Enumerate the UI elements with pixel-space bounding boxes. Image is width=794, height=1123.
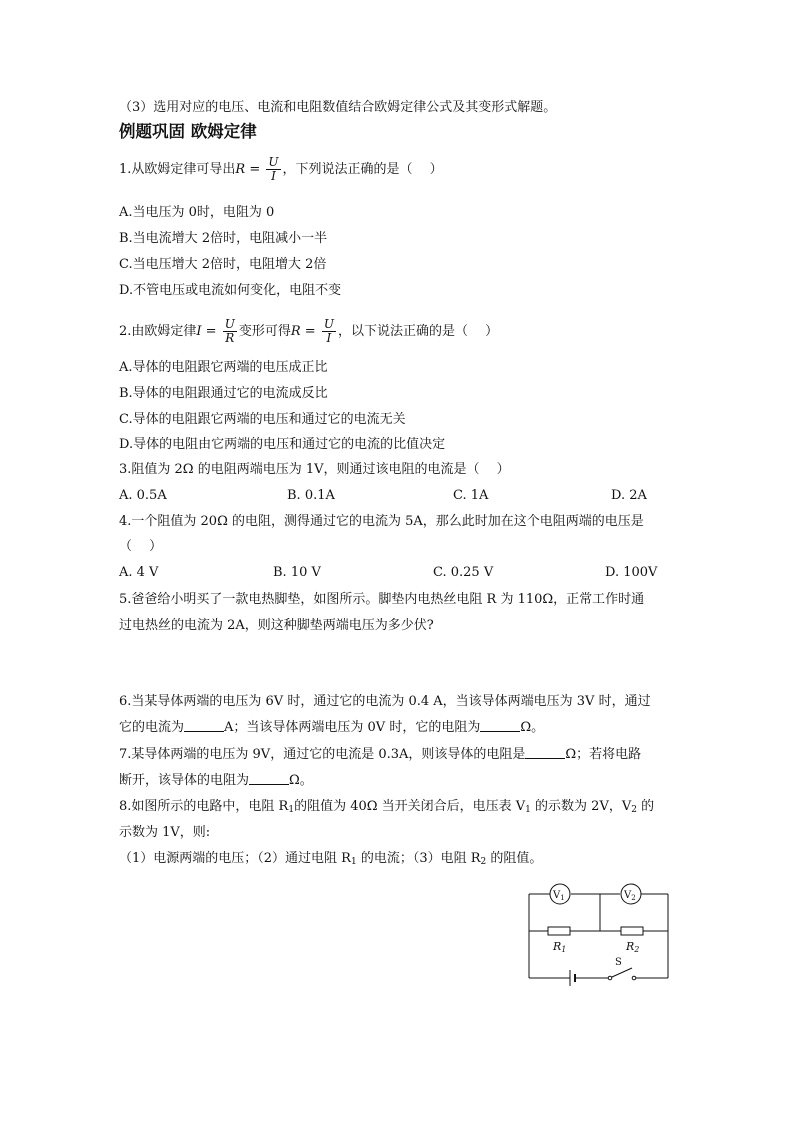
q3-option-c: C. 1A bbox=[453, 488, 489, 503]
q8-r1-subscript: 1 bbox=[288, 805, 295, 815]
q2-formula1-denominator: R bbox=[225, 331, 235, 345]
q8-line3-r2-subscript: 2 bbox=[480, 857, 487, 867]
q8-line3-r1-subscript: 1 bbox=[350, 857, 357, 867]
q2-formula2-lhs: R bbox=[290, 324, 301, 339]
q2-option-d: D.导体的电阻由它两端的电压和通过它的电流的比值决定 bbox=[119, 437, 446, 452]
q7-answer-blank-2[interactable] bbox=[249, 772, 289, 785]
switch-blade bbox=[612, 968, 632, 977]
resistor-r1 bbox=[548, 927, 570, 935]
switch-label: S bbox=[615, 957, 622, 968]
q8-line1-part-c: 的示数为 2V，V bbox=[530, 799, 632, 814]
q1-formula-eq: = bbox=[245, 162, 265, 177]
q1-formula-fraction bbox=[266, 156, 280, 183]
question-5-line-2: 过电热丝的电流为 2A，则这种脚垫两端电压为多少伏? bbox=[119, 618, 434, 633]
r2-label: R2 bbox=[626, 940, 640, 954]
q4-option-c: C. 0.25 V bbox=[433, 565, 494, 580]
q3-option-d: D. 2A bbox=[611, 488, 647, 503]
question-7-line-1 bbox=[119, 746, 641, 764]
q1-option-c: C.当电压增大 2倍时，电阻增大 2倍 bbox=[119, 257, 327, 272]
q8-line1-part-d: 的 bbox=[636, 799, 655, 814]
switch-contact bbox=[632, 976, 636, 980]
question-1 bbox=[119, 156, 443, 183]
q8-line1-part-b: 的阻值为 40Ω 当开关闭合后，电压表 V bbox=[294, 799, 526, 814]
q2-option-c: C.导体的电阻跟它两端的电压和通过它的电流无关 bbox=[119, 412, 406, 427]
circuit-diagram bbox=[520, 878, 680, 986]
q7-line2-part-b: Ω。 bbox=[289, 773, 313, 788]
section-title: 例题巩固 欧姆定律 bbox=[119, 122, 257, 141]
q2-formula2-eq: = bbox=[300, 324, 320, 339]
q6-line2-part-c: Ω。 bbox=[520, 720, 545, 735]
question-2 bbox=[119, 318, 498, 345]
q8-line3-part-c: 的阻值。 bbox=[486, 851, 543, 866]
q2-formula1-numerator: U bbox=[224, 317, 235, 331]
question-1-prefix: 1.从欧姆定律可导出 bbox=[119, 162, 236, 177]
question-4-line-2: （ ） bbox=[119, 539, 163, 554]
q2-formula2-fraction bbox=[322, 318, 336, 345]
question-8-line-1 bbox=[119, 798, 654, 816]
v1-label: $V_1$ bbox=[553, 890, 565, 902]
q1-formula-numerator: U bbox=[268, 155, 279, 169]
q2-formula2-denominator: I bbox=[326, 331, 332, 345]
q6-answer-blank-2[interactable] bbox=[480, 719, 520, 732]
q7-line1-part-b: Ω；若将电路 bbox=[565, 747, 642, 762]
q1-option-d: D.不管电压或电流如何变化，电阻不变 bbox=[119, 283, 342, 298]
question-4-line-1: 4.一个阻值为 20Ω 的电阻，测得通过它的电流为 5A，那么此时加在这个电阻两端的电压是 bbox=[119, 514, 644, 529]
question-2-prefix: 2.由欧姆定律 bbox=[119, 324, 197, 339]
q3-option-a: A. 0.5A bbox=[119, 488, 167, 503]
question-5-line-1: 5.爸爸给小明买了一款电热脚垫，如图所示。脚垫内电热丝电阻 R 为 110Ω，正常工作时通 bbox=[119, 592, 645, 607]
q7-line1-part-a: 7.某导体两端的电压为 9V，通过它的电流是 0.3A，则该导体的电阻是 bbox=[119, 747, 526, 762]
question-1-suffix: ，下列说法正确的是（ ） bbox=[282, 162, 443, 177]
question-6-line-1: 6.当某导体两端的电压为 6V 时，通过它的电流为 0.4 A，当该导体两端电压为 3V 时，通过 bbox=[119, 694, 651, 709]
q3-option-b: B. 0.1A bbox=[287, 488, 335, 503]
question-8-line-3 bbox=[119, 850, 542, 868]
q1-formula-denominator: I bbox=[271, 169, 276, 183]
v2-label: $V_2$ bbox=[624, 890, 636, 902]
q6-line2-part-a: 它的电流为 bbox=[119, 720, 185, 735]
question-2-middle: 变形可得 bbox=[238, 324, 291, 339]
q2-formula1-eq: = bbox=[201, 324, 221, 339]
question-3: 3.阻值为 2Ω 的电阻两端电压为 1V，则通过该电阻的电流是（ ） bbox=[119, 462, 510, 477]
q8-line3-part-a: （1）电源两端的电压；（2）通过电阻 R bbox=[119, 851, 351, 866]
question-2-suffix: ，以下说法正确的是（ ） bbox=[337, 324, 499, 339]
q1-option-a: A.当电压为 0时，电阻为 0 bbox=[119, 205, 275, 220]
q7-answer-blank-1[interactable] bbox=[525, 746, 565, 759]
r1-label: R1 bbox=[553, 940, 567, 954]
resistor-r2 bbox=[621, 927, 643, 935]
q2-option-b: B.导体的电阻跟通过它的电流成反比 bbox=[119, 386, 328, 401]
q6-line2-part-b: A；当该导体两端电压为 0V 时，它的电阻为 bbox=[224, 720, 481, 735]
question-6-line-2 bbox=[119, 719, 544, 737]
q4-option-b: B. 10 V bbox=[273, 565, 321, 580]
q8-line1-part-a: 8.如图所示的电路中，电阻 R bbox=[119, 799, 289, 814]
q2-formula2-numerator: U bbox=[323, 317, 334, 331]
switch-pivot bbox=[608, 976, 612, 980]
q2-formula1-lhs: I bbox=[196, 324, 202, 339]
question-7-line-2 bbox=[119, 772, 313, 790]
q8-line3-part-b: 的电流；（3）电阻 R bbox=[356, 851, 481, 866]
question-8-line-2: 示数为 1V，则: bbox=[119, 825, 211, 840]
q4-option-d: D. 100V bbox=[605, 565, 658, 580]
q1-option-b: B.当电流增大 2倍时，电阻减小一半 bbox=[119, 231, 328, 246]
q4-option-a: A. 4 V bbox=[119, 565, 159, 580]
q1-formula-lhs: R bbox=[235, 162, 246, 177]
q8-v2-subscript: 2 bbox=[631, 805, 637, 815]
intro-step-3: （3）选用对应的电压、电流和电阻数值结合欧姆定律公式及其变形式解题。 bbox=[119, 100, 557, 115]
q6-answer-blank-1[interactable] bbox=[184, 719, 224, 732]
q7-line2-part-a: 断开，该导体的电阻为 bbox=[119, 773, 250, 788]
q2-formula1-fraction bbox=[223, 318, 237, 345]
q8-v1-subscript: 1 bbox=[525, 805, 531, 815]
q2-option-a: A.导体的电阻跟它两端的电压成正比 bbox=[119, 360, 328, 375]
